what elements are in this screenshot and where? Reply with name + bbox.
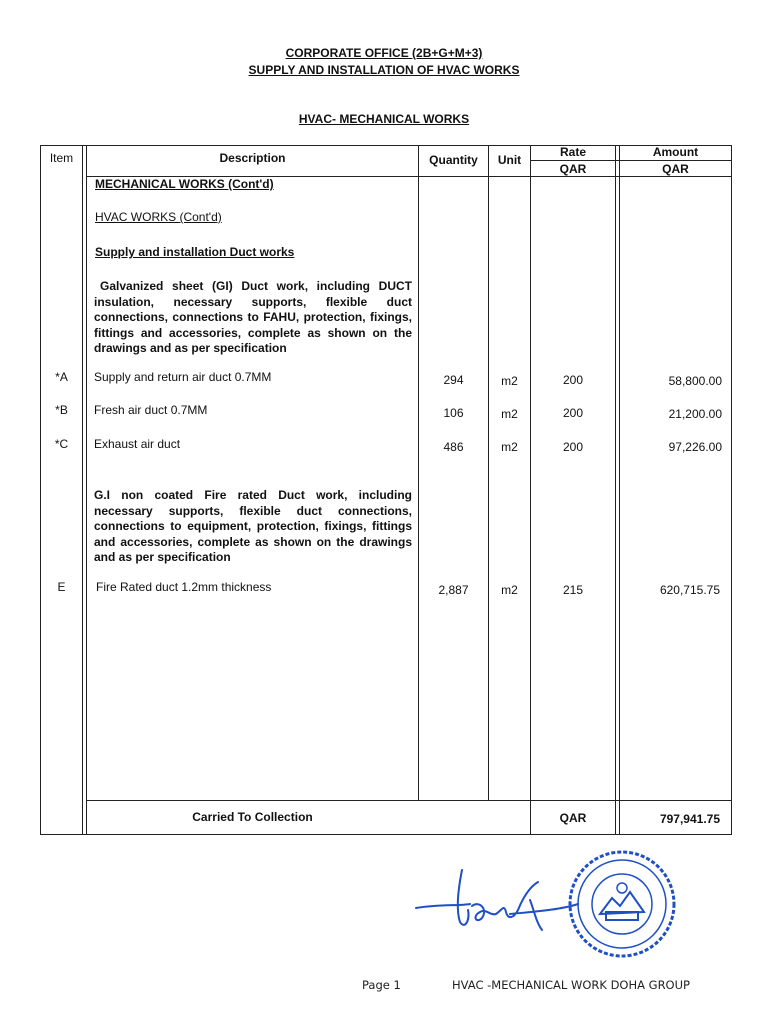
row-description: Fire Rated duct 1.2mm thickness xyxy=(96,580,272,594)
footer-title: HVAC -MECHANICAL WORK DOHA GROUP xyxy=(452,978,690,992)
row-quantity: 106 xyxy=(443,406,464,420)
row-unit: m2 xyxy=(501,583,518,597)
row-item: *A xyxy=(55,370,68,384)
row-amount: 620,715.75 xyxy=(659,583,720,597)
col-item-header: Item xyxy=(49,151,74,165)
description-gi-duct: Galvanized sheet (GI) Duct work, including DUCT insulation, necessary supports, flexible duct connections, connections to FAHU, protection, fixings, fittings and accessories, complete as shown on the drawings and as per specification xyxy=(94,279,412,355)
description-fire-rated-duct: G.I non coated Fire rated Duct work, including necessary supports, flexible duct connections, connections to equipment, protection, fixings, fittings and accessories, complete as shown on the drawings and as per specification xyxy=(94,488,412,564)
row-unit: m2 xyxy=(501,407,518,421)
row-quantity: 2,887 xyxy=(438,583,469,597)
col-amount-currency: QAR xyxy=(662,162,689,176)
heading-hvac-works: HVAC WORKS (Cont'd) xyxy=(95,210,222,224)
doc-title-line1: CORPORATE OFFICE (2B+G+M+3) xyxy=(285,46,483,60)
signature xyxy=(410,860,585,940)
section-title: HVAC- MECHANICAL WORKS xyxy=(298,112,470,126)
row-description: Fresh air duct 0.7MM xyxy=(94,403,208,417)
col-rate-header: Rate xyxy=(559,145,586,159)
row-amount: 97,226.00 xyxy=(668,440,722,454)
col-description-header: Description xyxy=(219,151,286,165)
col-quantity-header: Quantity xyxy=(429,153,478,167)
doc-title-line2: SUPPLY AND INSTALLATION OF HVAC WORKS xyxy=(248,63,520,77)
heading-duct-works: Supply and installation Duct works xyxy=(95,245,295,259)
row-rate: 200 xyxy=(562,373,584,387)
row-item: *B xyxy=(55,403,68,417)
row-quantity: 294 xyxy=(443,373,464,387)
row-amount: 21,200.00 xyxy=(668,407,722,421)
row-unit: m2 xyxy=(501,374,518,388)
total-currency: QAR xyxy=(559,811,587,825)
row-amount: 58,800.00 xyxy=(668,374,722,388)
row-rate: 200 xyxy=(562,406,584,420)
heading-mechanical-works: MECHANICAL WORKS (Cont'd) xyxy=(95,177,274,191)
row-description: Exhaust air duct xyxy=(94,437,181,451)
col-amount-header: Amount xyxy=(652,145,699,159)
col-rate-currency: QAR xyxy=(559,162,587,176)
total-label: Carried To Collection xyxy=(192,810,313,824)
row-rate: 215 xyxy=(562,583,584,597)
page-number: Page 1 xyxy=(362,978,401,992)
row-item: *C xyxy=(54,437,69,451)
col-unit-header: Unit xyxy=(497,153,522,167)
company-stamp xyxy=(560,848,684,960)
total-amount: 797,941.75 xyxy=(659,812,720,826)
row-rate: 200 xyxy=(562,440,584,454)
row-quantity: 486 xyxy=(443,440,464,454)
row-item: E xyxy=(57,580,66,594)
row-description: Supply and return air duct 0.7MM xyxy=(94,370,272,384)
row-unit: m2 xyxy=(501,440,518,454)
